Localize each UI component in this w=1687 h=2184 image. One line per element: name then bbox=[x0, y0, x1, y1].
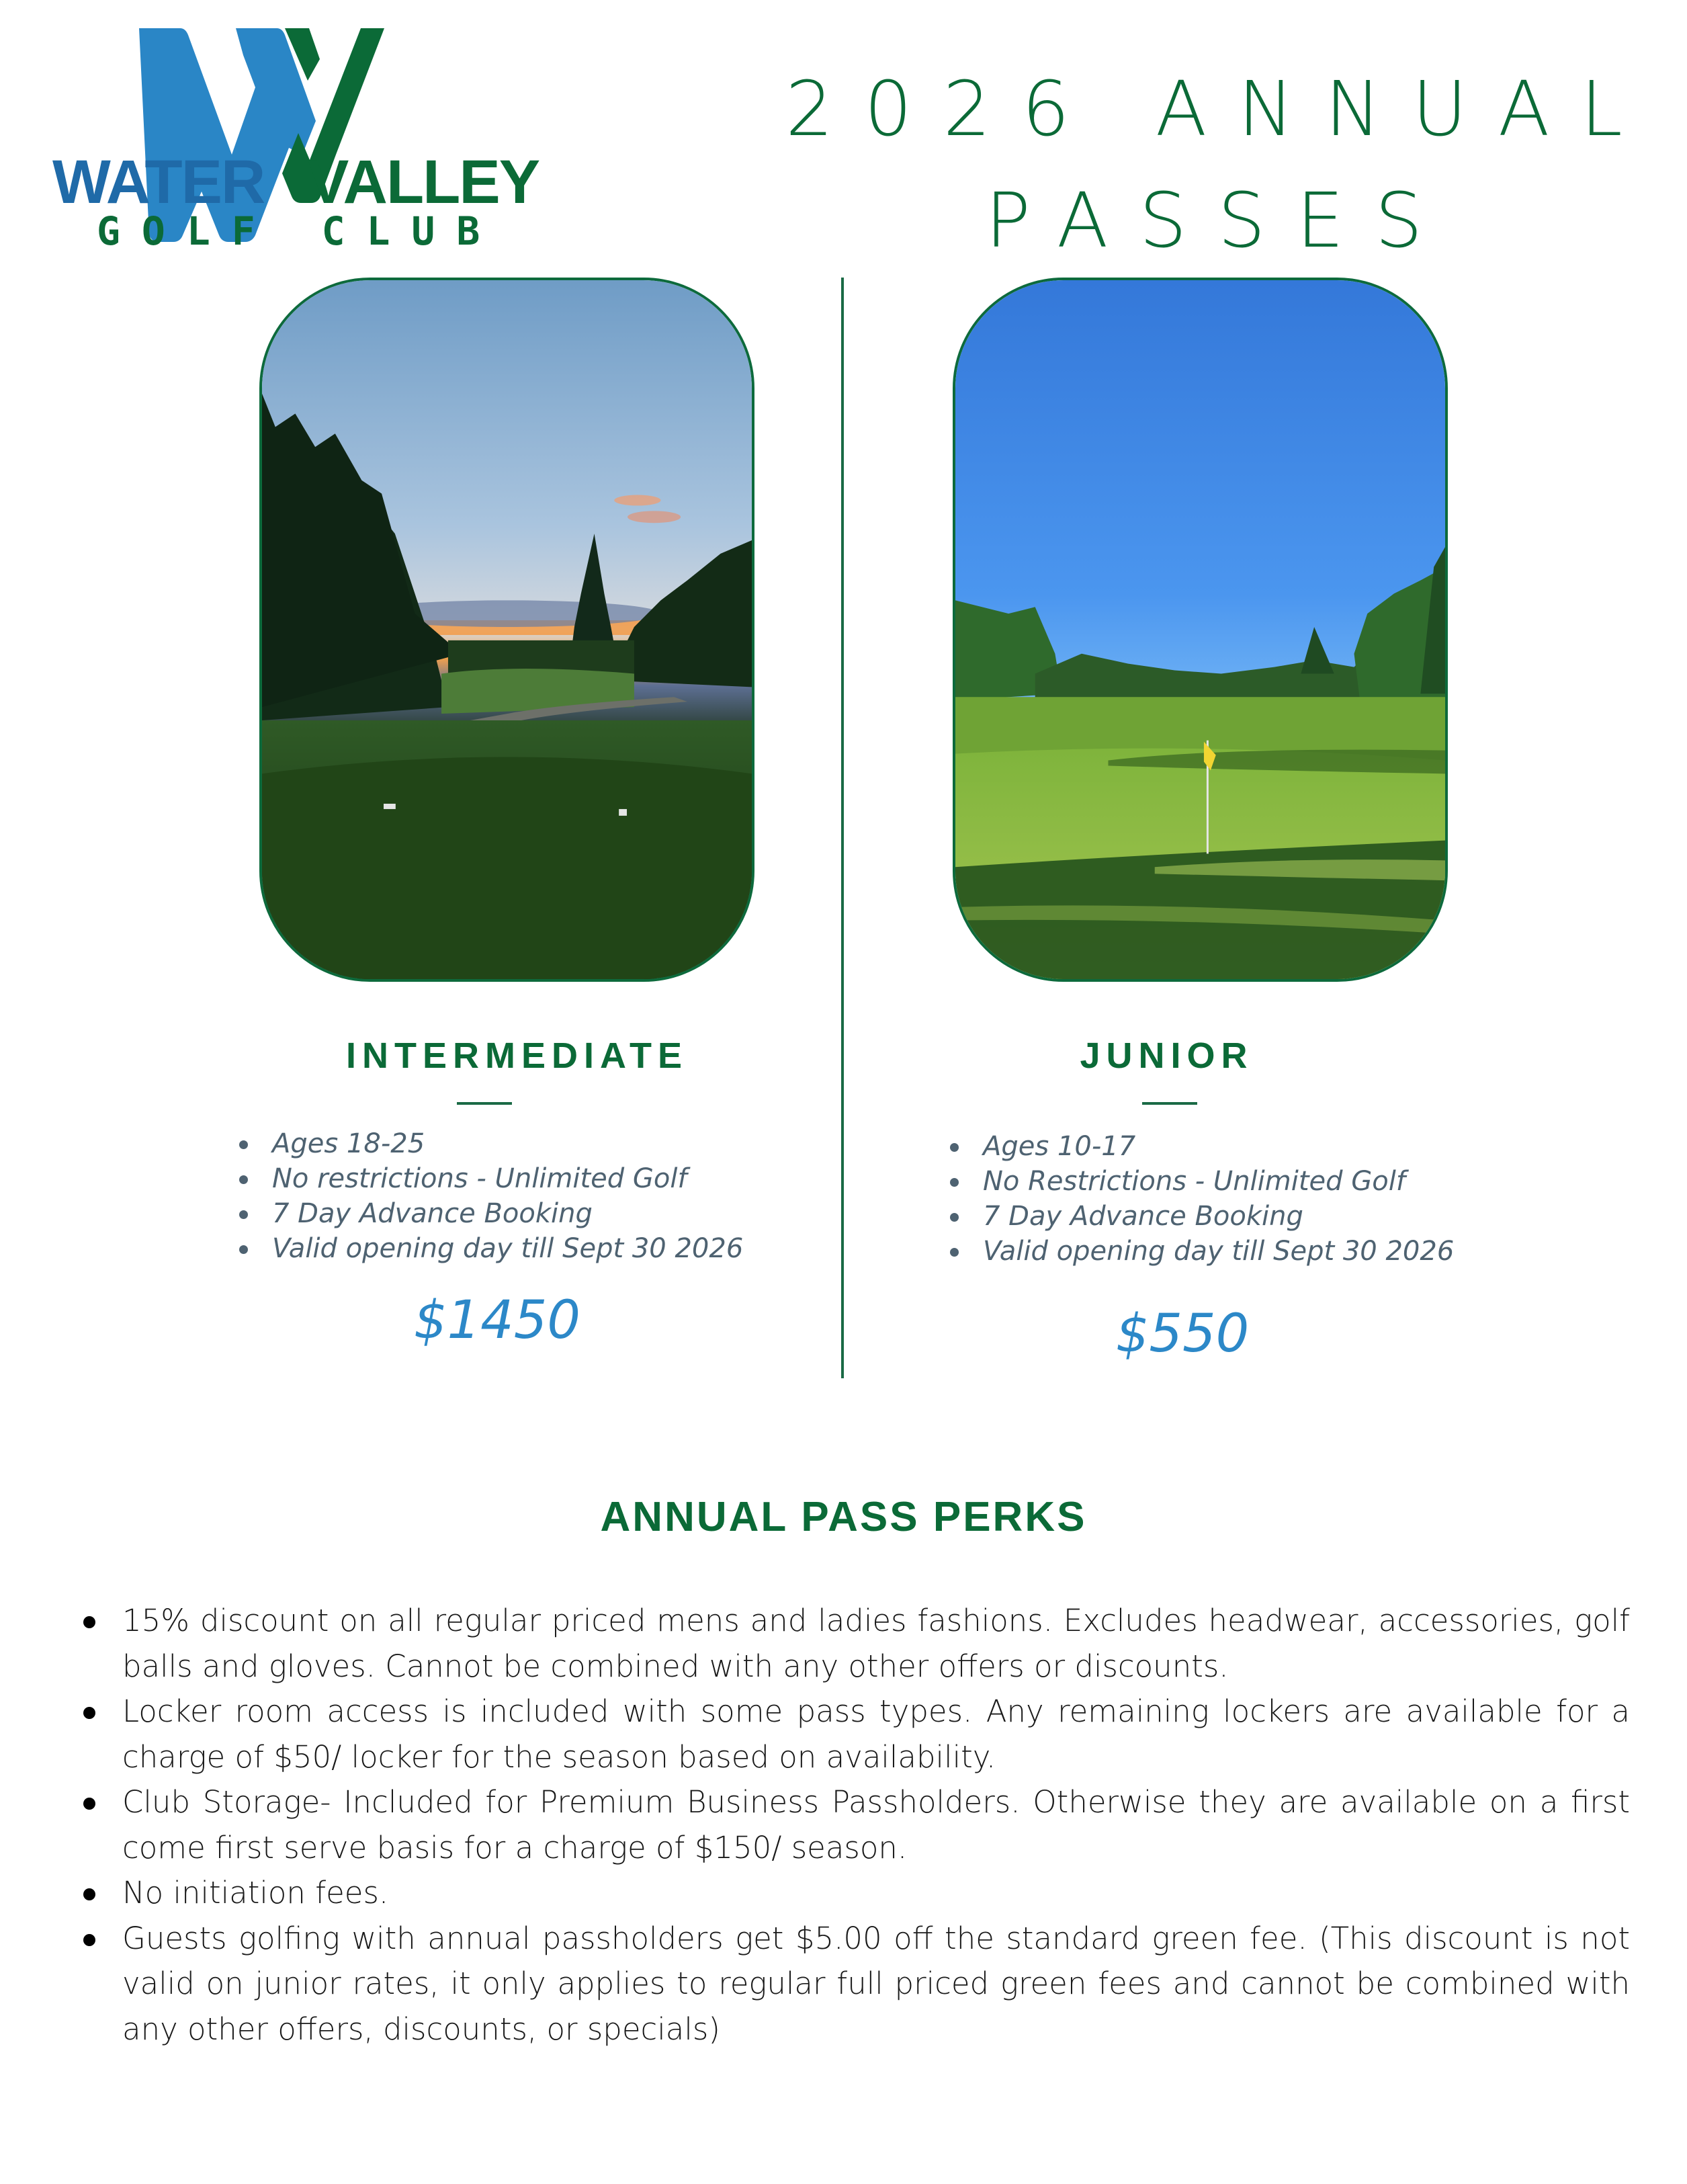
perk-item-no-initiation-fees: No initiation fees. bbox=[81, 1870, 1630, 1916]
svg-text:VALLEY: VALLEY bbox=[308, 148, 539, 216]
pass-name: JUNIOR bbox=[1080, 1036, 1254, 1076]
pass-image-junior bbox=[953, 278, 1448, 982]
pass-price: $1450 bbox=[413, 1290, 581, 1351]
page-title bbox=[752, 54, 1686, 277]
perks-heading: ANNUAL PASS PERKS bbox=[600, 1494, 1087, 1540]
perk-item-locker-room: Locker room access is included with some pass types. Any remaining lockers are available for a charge of $50/ locker for the season based on availability. bbox=[81, 1689, 1630, 1779]
pass-price: $550 bbox=[1115, 1304, 1250, 1364]
pass-feature-item: 7 Day Advance Booking bbox=[946, 1199, 1483, 1234]
pass-image-intermediate bbox=[259, 278, 754, 982]
pass-features-list bbox=[235, 1126, 759, 1266]
pass-feature-item: 7 Day Advance Booking bbox=[235, 1196, 759, 1231]
pass-name-underline bbox=[1142, 1102, 1197, 1105]
pass-feature-item: Valid opening day till Sept 30 2026 bbox=[235, 1231, 759, 1266]
pass-feature-item: Valid opening day till Sept 30 2026 bbox=[946, 1234, 1483, 1269]
pass-feature-item: No restrictions - Unlimited Golf bbox=[235, 1161, 759, 1196]
perks-list bbox=[81, 1598, 1630, 2052]
water-valley-logo-icon bbox=[27, 20, 564, 249]
svg-text:GOLF CLUB: GOLF CLUB bbox=[97, 208, 502, 249]
pass-name-underline bbox=[457, 1102, 512, 1105]
perk-item-club-storage: Club Storage- Included for Premium Business Passholders. Otherwise they are available on a first come first serve basis for a charge of $150/ season. bbox=[81, 1779, 1630, 1870]
pass-name: INTERMEDIATE bbox=[346, 1036, 688, 1076]
pass-feature-item: Ages 18-25 bbox=[235, 1126, 759, 1161]
pass-feature-item: No Restrictions - Unlimited Golf bbox=[946, 1164, 1483, 1199]
svg-text:WATER: WATER bbox=[52, 148, 265, 216]
page-title-line-2: PASSES bbox=[985, 177, 1454, 265]
sunny-golf-green-photo-icon bbox=[955, 280, 1445, 979]
club-logo bbox=[27, 20, 564, 249]
perk-item-merchandise-discount: 15% discount on all regular priced mens and ladies fashions. Excludes headwear, accessories, golf balls and gloves. Cannot be combined with any other offers or discounts. bbox=[81, 1598, 1630, 1689]
sunset-golf-course-photo-icon bbox=[262, 280, 752, 979]
page-title-line-1: 2026 ANNUAL bbox=[785, 66, 1653, 153]
perk-item-guest-discount: Guests golfing with annual passholders get $5.00 off the standard green fee. (This discount is not valid on junior rates, it only applies to regular full priced green fees and cannot be combined with any other offers, discounts, or specials) bbox=[81, 1916, 1630, 2052]
pass-features-list bbox=[946, 1129, 1483, 1269]
pass-feature-item: Ages 10-17 bbox=[946, 1129, 1483, 1164]
vertical-divider bbox=[841, 278, 844, 1378]
